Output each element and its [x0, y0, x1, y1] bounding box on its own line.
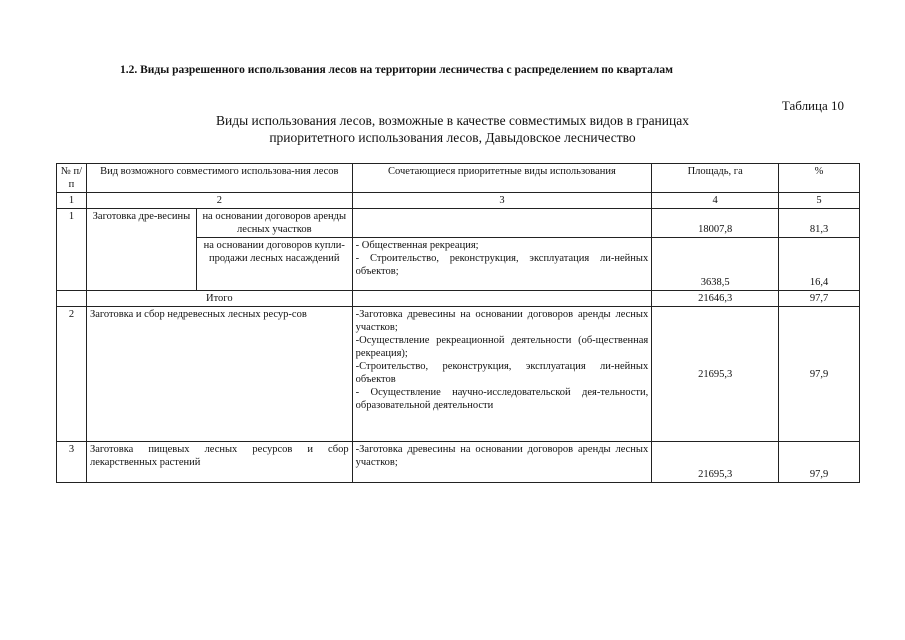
row-priority: [352, 442, 652, 483]
row-kind: Заготовка и сбор недревесных лесных ресур-сов: [86, 307, 352, 442]
row-kind: Заготовка пищевых лесных ресурсов и сбор лекарственных растений: [86, 442, 352, 483]
section-heading: 1.2. Виды разрешенного использования лесов на территории лесничества с распределением по кварталам: [120, 64, 673, 76]
priority-item: -Заготовка древесины на основании договоров аренды лесных участков;: [355, 309, 649, 333]
col-number: 4: [652, 193, 779, 209]
row-percent: 97,9: [779, 307, 860, 442]
table-row: [57, 442, 860, 483]
row-area: 3638,5: [652, 238, 779, 291]
caption-line-1: Виды использования лесов, возможные в качестве совместимых видов в границах: [216, 113, 689, 128]
col-number: 1: [57, 193, 87, 209]
header-num: № п/п: [57, 164, 87, 193]
header-kind: Вид возможного совместимого использова-ния лесов: [86, 164, 352, 193]
priority-item: - Общественная рекреация;: [355, 240, 479, 251]
table-row: [57, 307, 860, 442]
header-priority: Сочетающиеся приоритетные виды использования: [352, 164, 652, 193]
row-percent: 16,4: [779, 238, 860, 291]
priority-item: -Строительство, реконструкция, эксплуатация ли-нейных объектов: [355, 361, 649, 385]
row-percent: 81,3: [779, 209, 860, 238]
row-area: 18007,8: [652, 209, 779, 238]
table-header-row: [57, 164, 860, 193]
total-area: 21646,3: [652, 291, 779, 307]
row-priority: [352, 238, 652, 291]
total-label: Итого: [86, 291, 352, 307]
row-basis: на основании договоров аренды лесных участков: [196, 209, 352, 238]
row-area: 21695,3: [652, 307, 779, 442]
header-percent: %: [779, 164, 860, 193]
total-row: [57, 291, 860, 307]
total-num-empty: [57, 291, 87, 307]
row-area: 21695,3: [652, 442, 779, 483]
col-number: 3: [352, 193, 652, 209]
total-percent: 97,7: [779, 291, 860, 307]
row-kind: Заготовка дре-весины: [86, 209, 196, 291]
row-priority: [352, 209, 652, 238]
caption-line-2: приоритетного использования лесов, Давыдовское лесничество: [269, 130, 636, 145]
total-priority-empty: [352, 291, 652, 307]
row-basis: на основании договоров купли-продажи лесных насаждений: [196, 238, 352, 291]
row-num: 3: [57, 442, 87, 483]
header-area: Площадь, га: [652, 164, 779, 193]
col-number: 5: [779, 193, 860, 209]
row-num: 2: [57, 307, 87, 442]
row-percent: 97,9: [779, 442, 860, 483]
row-priority: [352, 307, 652, 442]
table-number: Таблица 10: [781, 98, 844, 113]
forest-use-table: [56, 163, 860, 483]
row-num: 1: [57, 209, 87, 291]
priority-item: - Осуществление научно-исследовательской дея-тельности, образовательной деятельности: [355, 387, 649, 411]
priority-item: - Строительство, реконструкция, эксплуатация ли-нейных объектов;: [355, 253, 649, 277]
priority-item: -Заготовка древесины на основании договоров аренды лесных участков;: [355, 444, 649, 468]
priority-item: -Осуществление рекреационной деятельности (об-щественная рекреация);: [355, 335, 649, 359]
col-number: 2: [86, 193, 352, 209]
table-row: [57, 209, 860, 238]
table-caption: [0, 112, 905, 146]
column-number-row: [57, 193, 860, 209]
